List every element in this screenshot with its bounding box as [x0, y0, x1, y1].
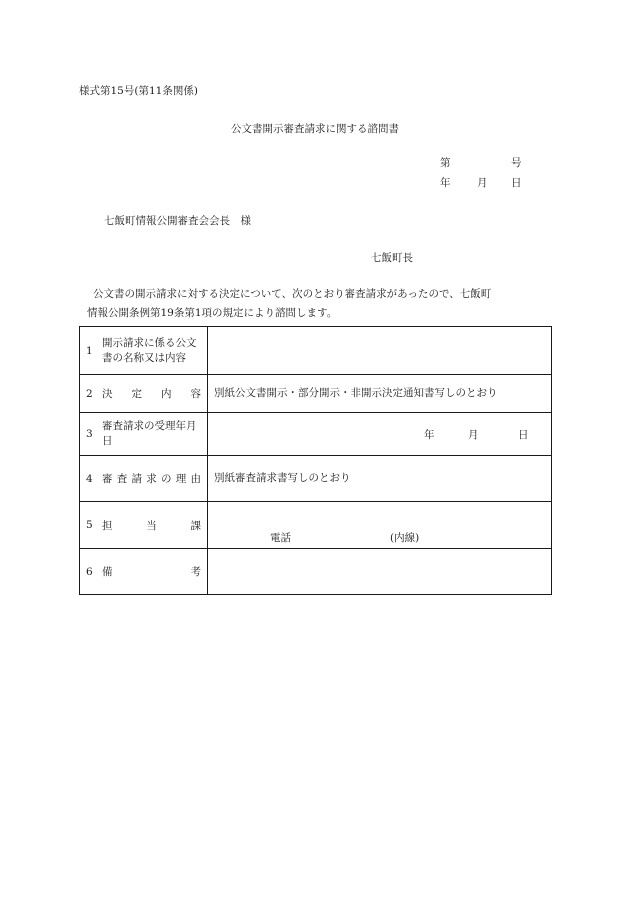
inquiry-table [79, 326, 552, 595]
row-label-cell [80, 413, 208, 456]
label-char: 審 [102, 473, 113, 485]
label-char: 内 [161, 388, 172, 400]
telephone-line [208, 530, 551, 545]
label-char: 理 [175, 473, 187, 485]
row-label: 開示請求に係る公文書の名称又は内容 [102, 336, 197, 364]
table-row [80, 456, 552, 502]
receipt-date-month: 月 [468, 428, 479, 441]
receipt-date-day: 日 [518, 428, 529, 441]
form-number: 様式第15号(第11条関係) [79, 85, 198, 97]
label-char: 由 [190, 473, 201, 485]
table-row [80, 375, 552, 413]
label-char: 求 [146, 473, 157, 485]
row-label: 審査請求の受理年月日 [102, 420, 197, 447]
row-value: 別紙審査請求書写しのとおり [214, 472, 351, 484]
row-value-cell [208, 549, 552, 595]
table-row [80, 413, 552, 456]
label-char: 請 [131, 473, 142, 485]
row-label [102, 518, 201, 533]
row-number: 3 [86, 428, 93, 440]
table-row [80, 327, 552, 375]
label-char: 決 [102, 388, 113, 400]
label-char: 考 [190, 566, 201, 578]
row-label-cell [80, 456, 208, 502]
row-label [102, 471, 201, 486]
row-value-cell [208, 327, 552, 375]
row-number: 4 [86, 472, 93, 485]
label-char: 課 [190, 519, 201, 532]
row-number: 2 [86, 387, 93, 400]
table-row [80, 549, 552, 595]
body-text [79, 285, 559, 323]
date-day-label: 日 [511, 177, 522, 189]
row-value-cell [208, 375, 552, 413]
date-year-label: 年 [440, 177, 451, 189]
row-value-cell [208, 456, 552, 502]
sender: 七飯町長 [371, 252, 413, 264]
document-title: 公文書開示審査請求に関する諮問書 [231, 123, 399, 135]
label-char: の [161, 473, 172, 485]
reference-number-prefix: 第 [440, 157, 451, 169]
row-number: 1 [86, 344, 93, 357]
row-label-cell [80, 502, 208, 549]
row-number: 6 [86, 565, 93, 578]
label-char: 当 [146, 519, 157, 532]
label-char: 査 [116, 473, 128, 485]
label-char: 担 [102, 519, 113, 532]
table-row [80, 502, 552, 549]
extension-label: (内線) [390, 532, 420, 544]
addressee: 七飯町情報公開審査会会長 様 [104, 215, 251, 227]
reference-number-suffix: 号 [511, 157, 522, 169]
row-label-cell [80, 327, 208, 375]
row-label [102, 386, 201, 401]
row-label-cell [80, 549, 208, 595]
label-char: 備 [102, 566, 113, 578]
row-label [102, 564, 201, 579]
row-number: 5 [86, 519, 93, 531]
label-char: 定 [131, 388, 142, 400]
body-line-1: 公文書の開示請求に対する決定について、次のとおり審査請求があったので、七飯町 [93, 288, 492, 300]
receipt-date [208, 427, 551, 442]
row-label-cell [80, 375, 208, 413]
date-month-label: 月 [477, 177, 488, 189]
row-value-cell [208, 502, 552, 549]
body-line-2: 情報公開条例第19条第1項の規定により諮問します。 [87, 307, 338, 319]
row-value: 別紙公文書開示・部分開示・非開示決定通知書写しのとおり [214, 387, 498, 399]
receipt-date-year: 年 [424, 428, 435, 441]
label-char: 容 [190, 388, 201, 400]
row-value-cell [208, 413, 552, 456]
telephone-label: 電話 [270, 532, 291, 544]
